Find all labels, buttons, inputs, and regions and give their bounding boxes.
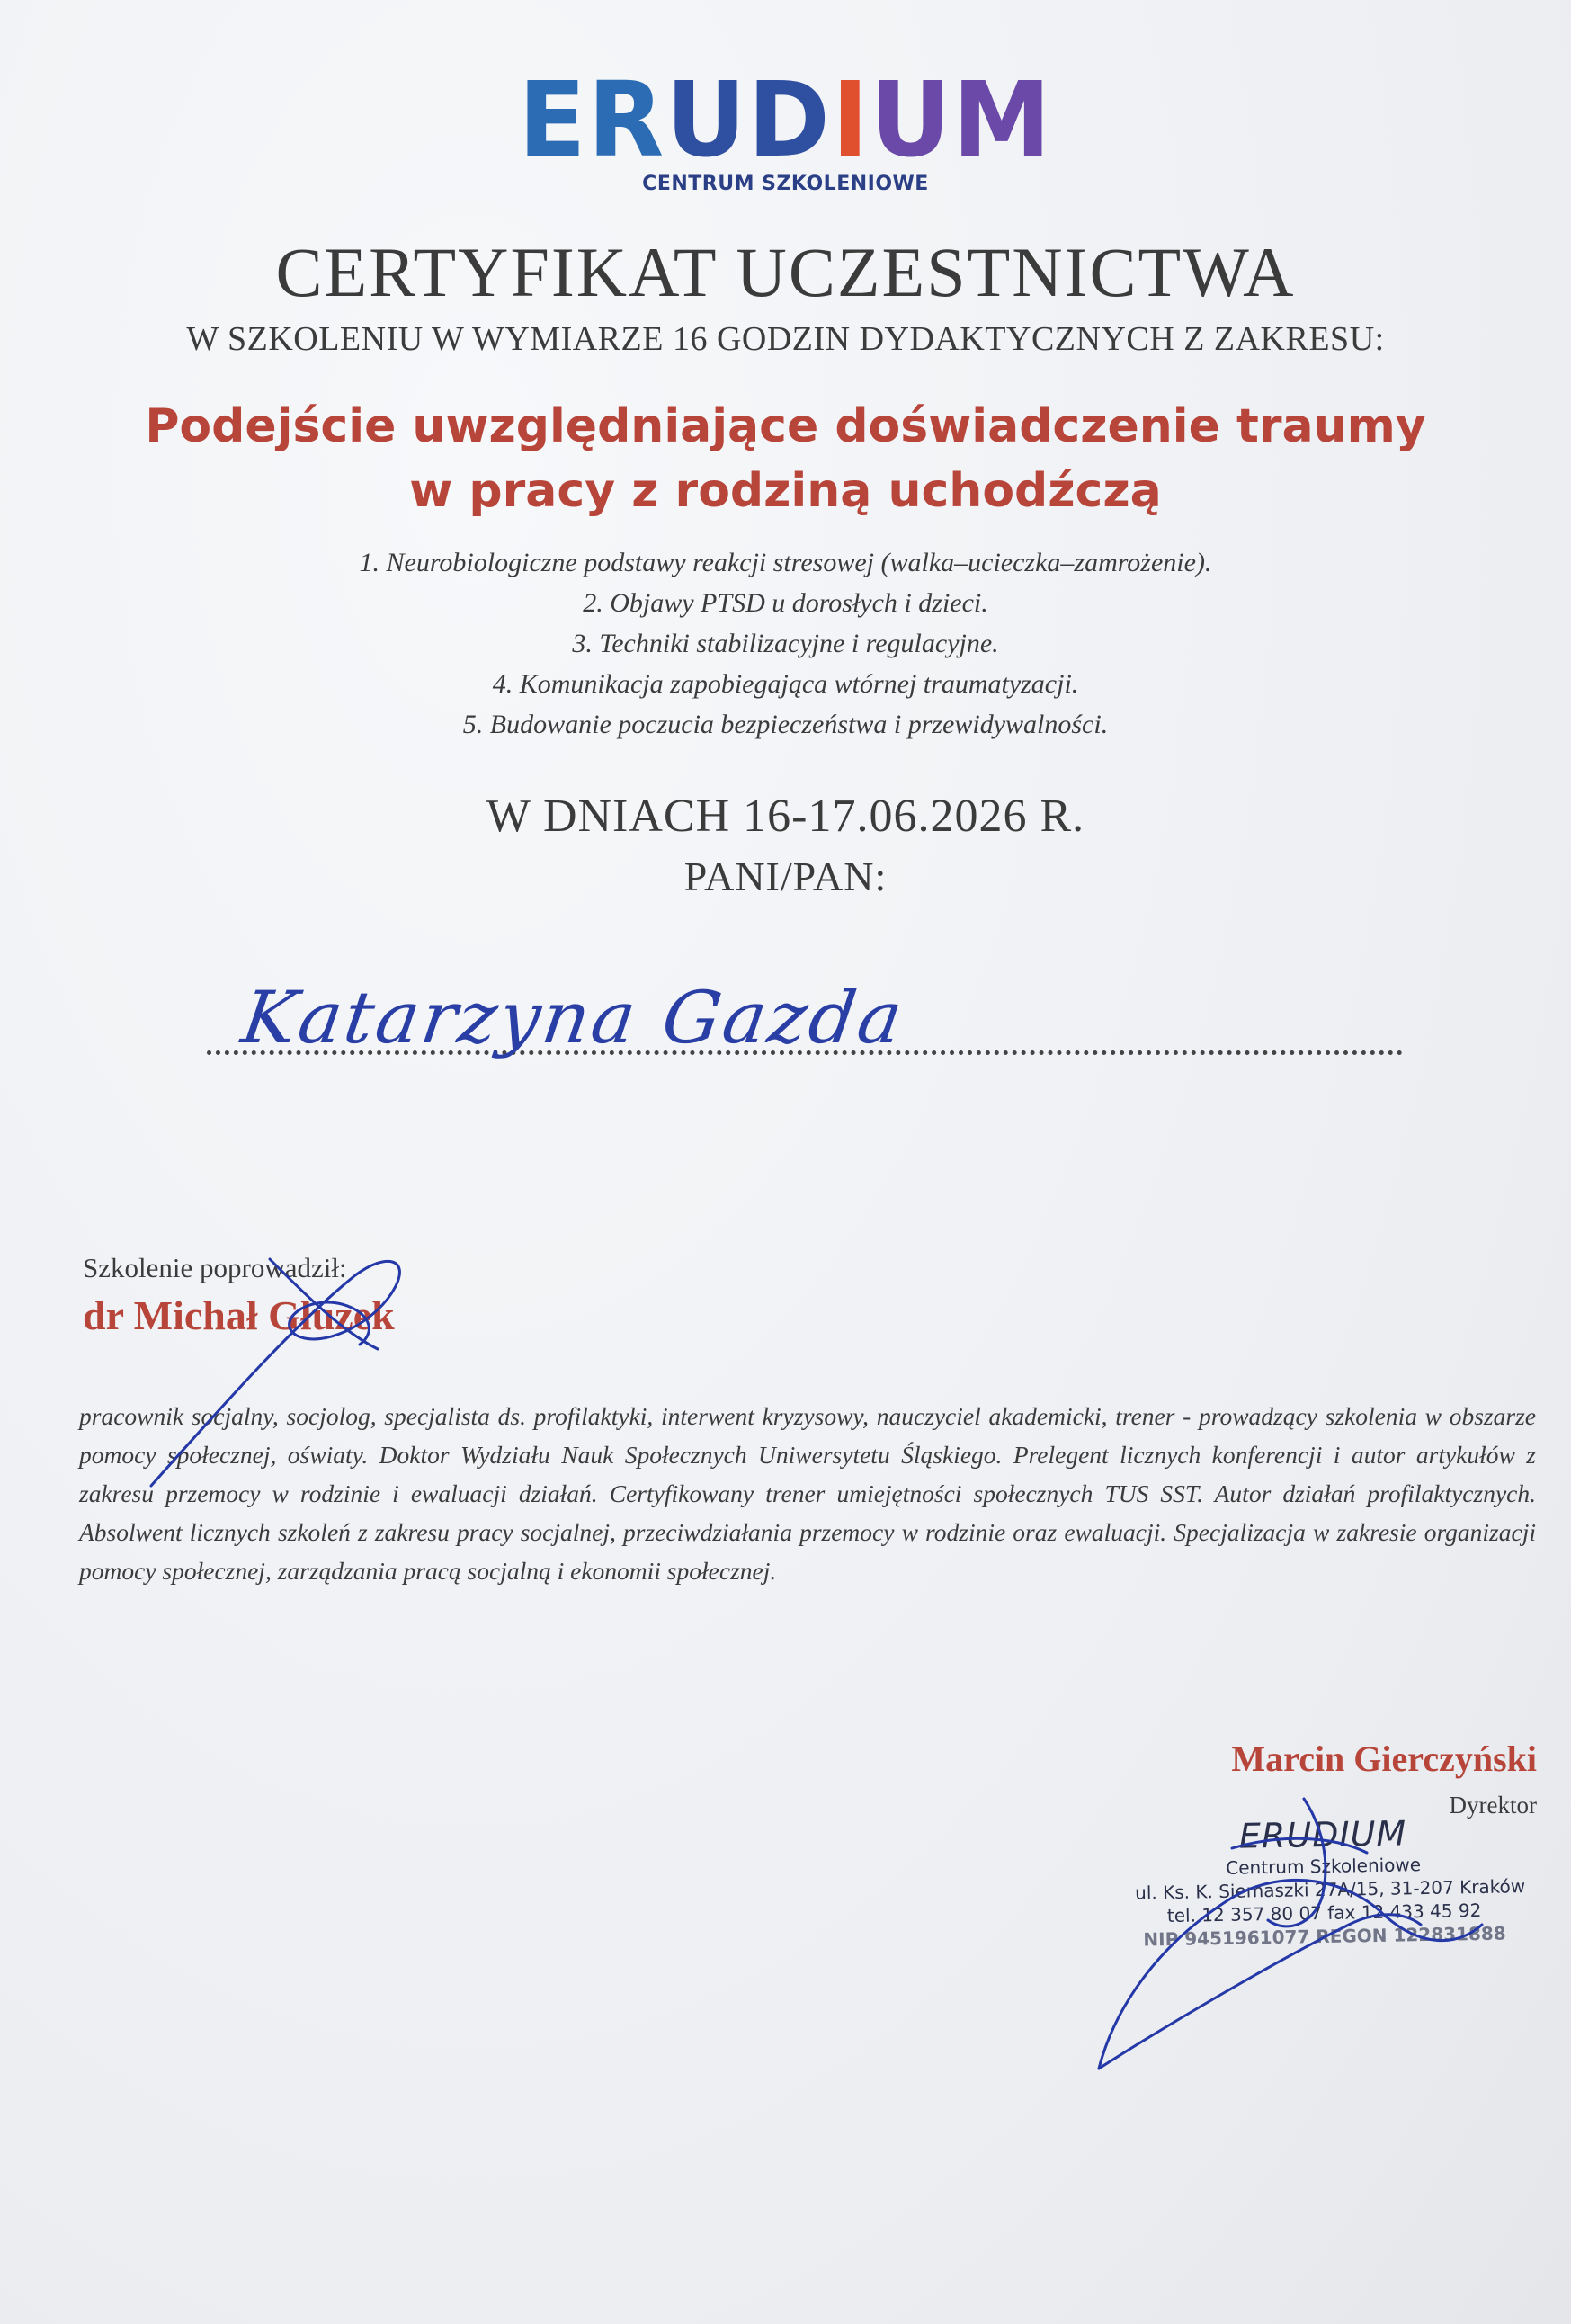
stamp-line-name: Centrum Szkoleniowe — [1226, 1854, 1422, 1879]
trainer-name: dr Michał Głuzek — [83, 1292, 395, 1338]
logo-part-i: I — [831, 58, 870, 181]
company-stamp — [1134, 1811, 1526, 1951]
topics-list — [0, 542, 1571, 745]
stamp-line-phone: tel. 12 357 80 07 fax 12 433 45 92 — [1166, 1899, 1482, 1927]
logo-subtitle: CENTRUM SZKOLENIOWE — [642, 173, 929, 195]
participant-name: Katarzyna Gazda — [237, 976, 910, 1059]
trainer-label: Szkolenie poprowadził: — [83, 1252, 347, 1283]
stamp-logo: ERUDIUM — [1238, 1813, 1407, 1856]
logo-part-ud: UD — [665, 58, 832, 181]
logo-wordmark — [518, 58, 1053, 181]
topic-item: 3. Techniki stabilizacyjne i regulacyjne. — [572, 629, 999, 658]
course-title-line-1: Podejście uwzględniające doświadczenie traumy — [145, 399, 1426, 453]
topic-item: 2. Objawy PTSD u dorosłych i dzieci. — [583, 588, 988, 618]
training-dates: W DNIACH 16-17.06.2026 R. — [486, 791, 1085, 842]
stamp-line-address: ul. Ks. K. Siemaszki 27A/15, 31-207 Kraków — [1134, 1875, 1526, 1904]
addressee-label: PANI/PAN: — [683, 854, 888, 899]
course-title-line-2: w pracy z rodziną uchodźczą — [409, 464, 1162, 518]
certificate-subtitle: W SZKOLENIU W WYMIARZE 16 GODZIN DYDAKTYCZNYCH Z ZAKRESU: — [186, 320, 1385, 358]
director-name: Marcin Gierczyński — [1231, 1739, 1537, 1779]
course-title — [0, 394, 1571, 523]
erudium-logo — [0, 58, 1571, 195]
topic-item: 1. Neurobiologiczne podstawy reakcji stresowej (walka–ucieczka–zamrożenie). — [359, 548, 1212, 577]
trainer-bio: pracownik socjalny, socjolog, specjalista ds. profilaktyki, interwent kryzysowy, nauczyciel akademicki, trener - prowadzący szkolenia w obszarze pomocy społecznej, oświaty. Doktor Wydziału Nauk Społecznych Uniwersytetu Śląskiego. Prelegent licznych konferencji i autor artykułów z zakresu przemocy w rodzinie i ewaluacji działań. Certyfikowany trener umiejętności społecznych TUS SST. Autor działań profilaktycznych. Absolwent licznych szkoleń z zakresu pracy socjalnej, przeciwdziałania przemocy w rodzinie oraz ewaluacji. Specjalizacja w zakresie organizacji pomocy społecznej, zarządzania pracą socjalną i ekonomii społecznej. — [79, 1402, 1536, 1585]
certificate-title: CERTYFIKAT UCZESTNICTWA — [275, 233, 1296, 311]
stamp-line-ids: NIP 9451961077 REGON 122831888 — [1143, 1922, 1506, 1951]
topic-item: 4. Komunikacja zapobiegająca wtórnej traumatyzacji. — [492, 669, 1079, 699]
logo-part-er: ER — [518, 58, 666, 181]
director-role: Dyrektor — [1449, 1792, 1537, 1819]
topic-item: 5. Budowanie poczucia bezpieczeństwa i przewidywalności. — [462, 710, 1109, 739]
logo-part-um: UM — [870, 58, 1053, 181]
